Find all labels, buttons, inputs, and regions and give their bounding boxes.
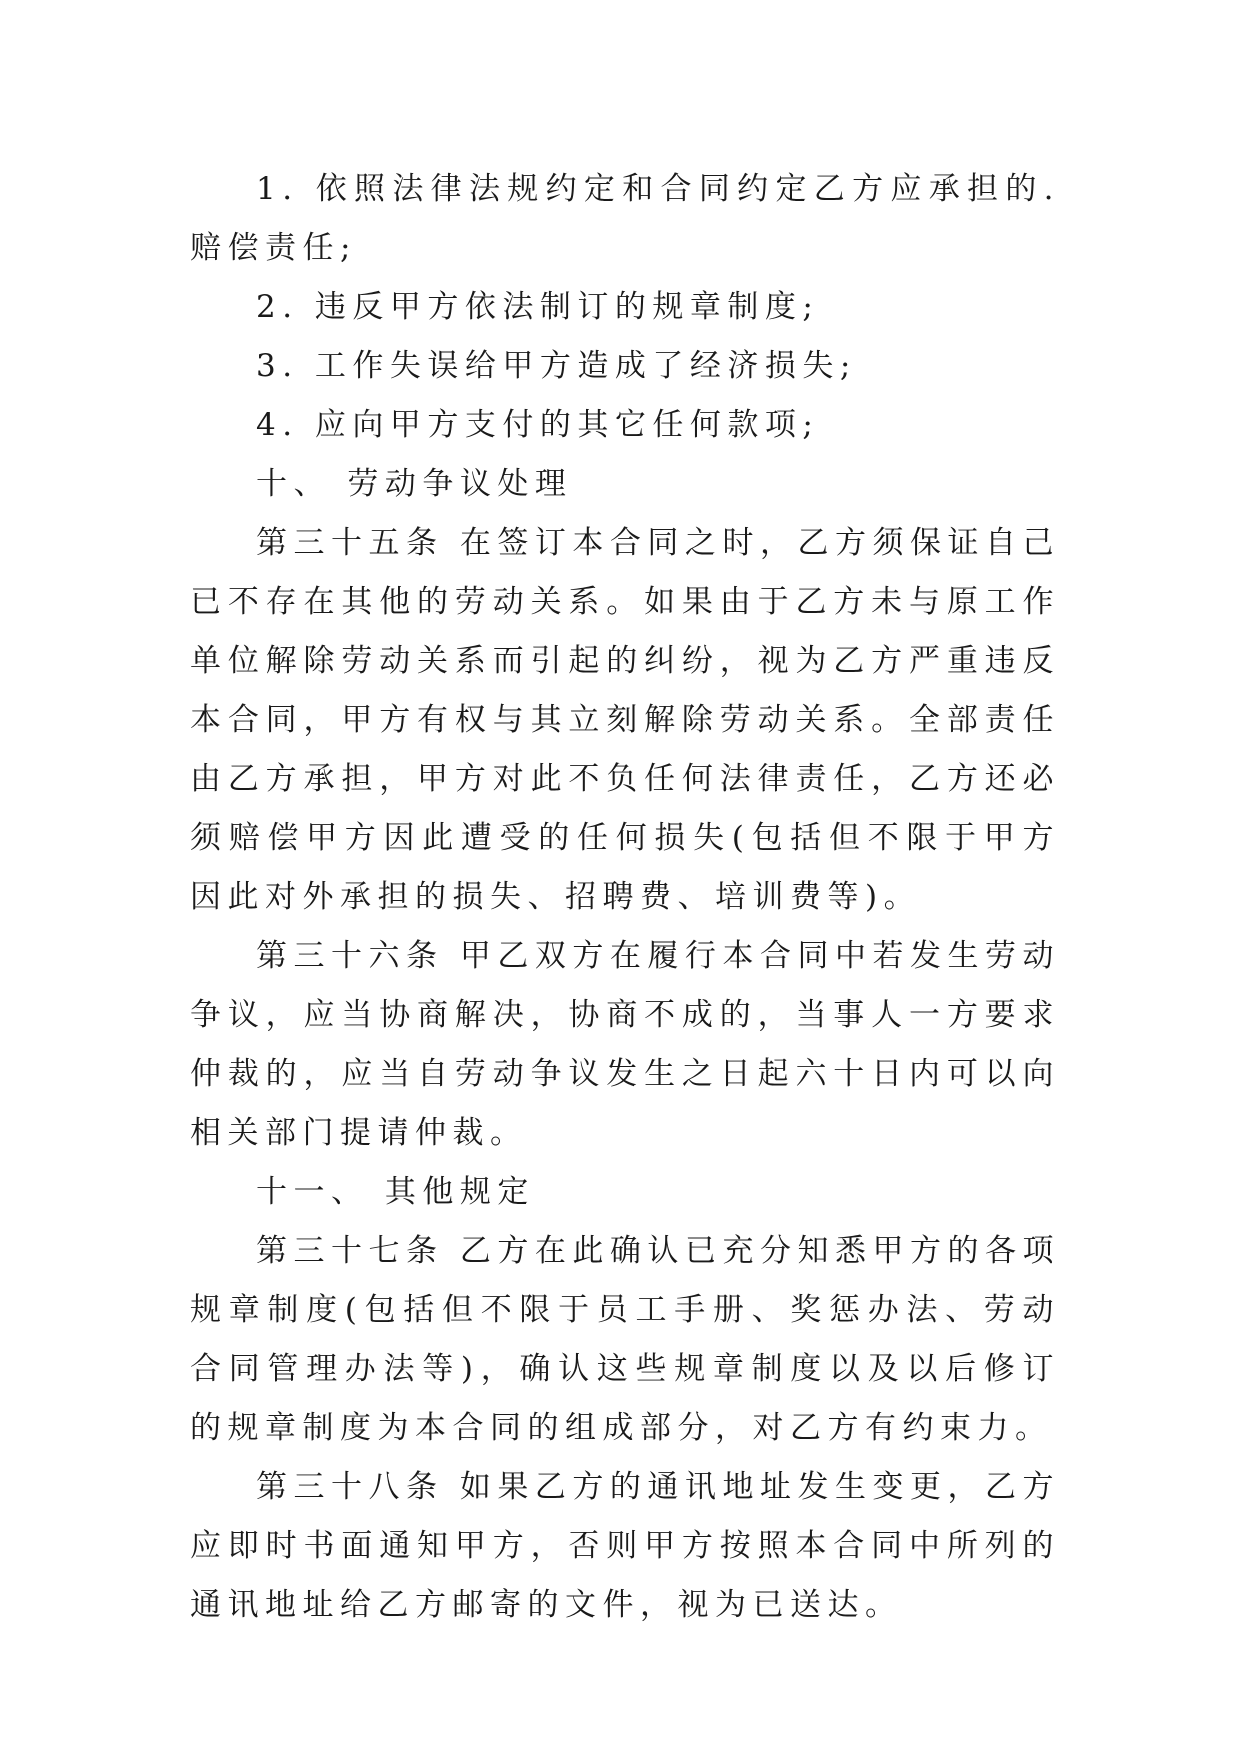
list-item-4: 4. 应向甲方支付的其它任何款项; [256,407,820,443]
article-36: 第三十六条 甲乙双方在履行本合同中若发生劳动争议，应当协商解决，协商不成的，当事人一方要求仲裁的，应当自劳动争议发生之日起六十日内可以向相关部门提请仲裁。 [190,938,1060,1151]
article-35: 第三十五条 在签订本合同之时，乙方须保证自己已不存在其他的劳动关系。如果由于乙方未与原工作单位解除劳动关系而引起的纠纷，视为乙方严重违反本合同，甲方有权与其立刻解除劳动关系。全部责任由乙方承担，甲方对此不负任何法律责任，乙方还必须赔偿甲方因此遭受的任何损失(包括但不限于甲方因此对外承担的损失、招聘费、培训费等)。 [190,525,1060,915]
section-10-title: 十、 劳动争议处理 [256,466,573,502]
article-37: 第三十七条 乙方在此确认已充分知悉甲方的各项规章制度(包括但不限于员工手册、奖惩办法、劳动合同管理办法等)，确认这些规章制度以及以后修订的规章制度为本合同的组成部分，对乙方有约束力。 [190,1233,1060,1446]
list-item-2: 2. 违反甲方依法制订的规章制度; [256,289,820,325]
document-body [190,160,1060,1635]
section-11-title: 十一、 其他规定 [256,1174,535,1210]
article-38: 第三十八条 如果乙方的通讯地址发生变更，乙方应即时书面通知甲方，否则甲方按照本合同中所列的通讯地址给乙方邮寄的文件，视为已送达。 [190,1469,1060,1623]
list-item-3: 3. 工作失误给甲方造成了经济损失; [256,348,857,384]
list-item-1: 1. 依照法律法规约定和合同约定乙方应承担的.赔偿责任; [190,171,1060,266]
